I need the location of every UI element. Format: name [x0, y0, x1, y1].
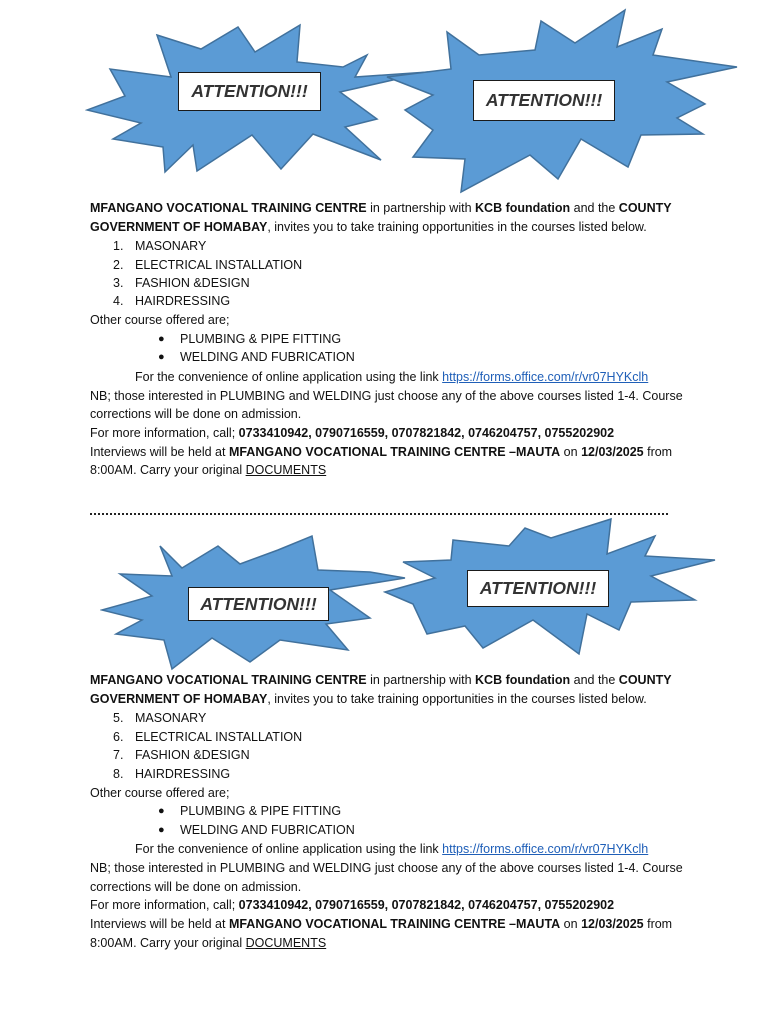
contact-text: For more information, call;: [90, 898, 239, 912]
interview-line: [90, 443, 672, 461]
attention-label-2: ATTENTION!!!: [473, 80, 615, 121]
other-course-item: WELDING AND FUBRICATION: [180, 823, 355, 837]
intro-line-2: [90, 218, 647, 236]
interview-date: 12/03/2025: [581, 917, 644, 931]
course-number: 7.: [113, 748, 124, 762]
attention-label-4: ATTENTION!!!: [467, 570, 609, 607]
online-application-line: [135, 368, 648, 386]
course-number: 1.: [113, 239, 124, 253]
nb-line-2: corrections will be done on admission.: [90, 880, 302, 894]
course-number: 8.: [113, 767, 124, 781]
documents-line: [90, 461, 326, 479]
org-name: MFANGANO VOCATIONAL TRAINING CENTRE: [90, 201, 367, 215]
course-item: ELECTRICAL INSTALLATION: [135, 730, 303, 744]
intro-invites-text: , invites you to take training opportunities in the courses listed below.: [267, 692, 647, 706]
interview-from-text: from: [643, 445, 673, 459]
convenience-text: For the convenience of online application using the link: [135, 842, 443, 856]
intro-line-1: [90, 199, 672, 217]
application-link[interactable]: https://forms.office.com/r/vr07HYKclh: [442, 370, 649, 384]
documents-text: DOCUMENTS: [245, 463, 327, 477]
interview-text: Interviews will be held at: [90, 917, 229, 931]
time-text: 8:00AM. Carry your original: [90, 463, 246, 477]
contact-line: [90, 424, 614, 442]
interview-from-text: from: [643, 917, 673, 931]
bullet-icon: ●: [158, 824, 165, 836]
county-name-part2: GOVERNMENT OF HOMABAY: [90, 220, 268, 234]
phone-numbers: 0733410942, 0790716559, 0707821842, 0746204757, 0755202902: [238, 898, 615, 912]
course-number: 3.: [113, 276, 124, 290]
nb-line-1: NB; those interested in PLUMBING and WELDING just choose any of the above courses listed 1-4. Course: [90, 389, 683, 403]
bullet-icon: ●: [158, 805, 165, 817]
county-name-part1: COUNTY: [618, 201, 672, 215]
intro-partner-text: in partnership with: [366, 673, 476, 687]
other-course-item: PLUMBING & PIPE FITTING: [180, 332, 342, 346]
course-number: 4.: [113, 294, 124, 308]
course-item: FASHION &DESIGN: [135, 276, 250, 290]
interview-date: 12/03/2025: [581, 445, 644, 459]
course-number: 2.: [113, 258, 124, 272]
interview-on-text: on: [560, 917, 582, 931]
application-link[interactable]: https://forms.office.com/r/vr07HYKclh: [442, 842, 649, 856]
interview-line: [90, 915, 672, 933]
intro-line-2: [90, 690, 647, 708]
intro-and-text: and the: [570, 673, 619, 687]
interview-on-text: on: [560, 445, 582, 459]
attention-label-3: ATTENTION!!!: [188, 587, 329, 621]
other-courses-heading: Other course offered are;: [90, 313, 230, 327]
time-text: 8:00AM. Carry your original: [90, 936, 246, 950]
course-item: ELECTRICAL INSTALLATION: [135, 258, 303, 272]
convenience-text: For the convenience of online application using the link: [135, 370, 443, 384]
cut-line-divider: [90, 508, 668, 515]
documents-text: DOCUMENTS: [245, 936, 327, 950]
course-number: 5.: [113, 711, 124, 725]
other-courses-heading: Other course offered are;: [90, 786, 230, 800]
other-course-item: PLUMBING & PIPE FITTING: [180, 804, 342, 818]
course-item: HAIRDRESSING: [135, 294, 231, 308]
intro-line-1: [90, 671, 672, 689]
intro-partner-text: in partnership with: [366, 201, 476, 215]
course-item: FASHION &DESIGN: [135, 748, 250, 762]
online-application-line: [135, 840, 648, 858]
partner-name: KCB foundation: [475, 673, 571, 687]
phone-numbers: 0733410942, 0790716559, 0707821842, 0746204757, 0755202902: [238, 426, 615, 440]
attention-label-1: ATTENTION!!!: [178, 72, 321, 111]
interview-venue: MFANGANO VOCATIONAL TRAINING CENTRE –MAUTA: [228, 445, 561, 459]
course-item: MASONARY: [135, 239, 207, 253]
bullet-icon: ●: [158, 333, 165, 345]
course-item: MASONARY: [135, 711, 207, 725]
nb-line-2: corrections will be done on admission.: [90, 407, 302, 421]
org-name: MFANGANO VOCATIONAL TRAINING CENTRE: [90, 673, 367, 687]
intro-invites-text: , invites you to take training opportunities in the courses listed below.: [267, 220, 647, 234]
course-number: 6.: [113, 730, 124, 744]
course-item: HAIRDRESSING: [135, 767, 231, 781]
county-name-part1: COUNTY: [618, 673, 672, 687]
county-name-part2: GOVERNMENT OF HOMABAY: [90, 692, 268, 706]
documents-line: [90, 934, 326, 952]
interview-venue: MFANGANO VOCATIONAL TRAINING CENTRE –MAUTA: [228, 917, 561, 931]
partner-name: KCB foundation: [475, 201, 571, 215]
other-course-item: WELDING AND FUBRICATION: [180, 350, 355, 364]
nb-line-1: NB; those interested in PLUMBING and WELDING just choose any of the above courses listed 1-4. Course: [90, 861, 683, 875]
contact-line: [90, 896, 614, 914]
intro-and-text: and the: [570, 201, 619, 215]
interview-text: Interviews will be held at: [90, 445, 229, 459]
contact-text: For more information, call;: [90, 426, 239, 440]
bullet-icon: ●: [158, 351, 165, 363]
